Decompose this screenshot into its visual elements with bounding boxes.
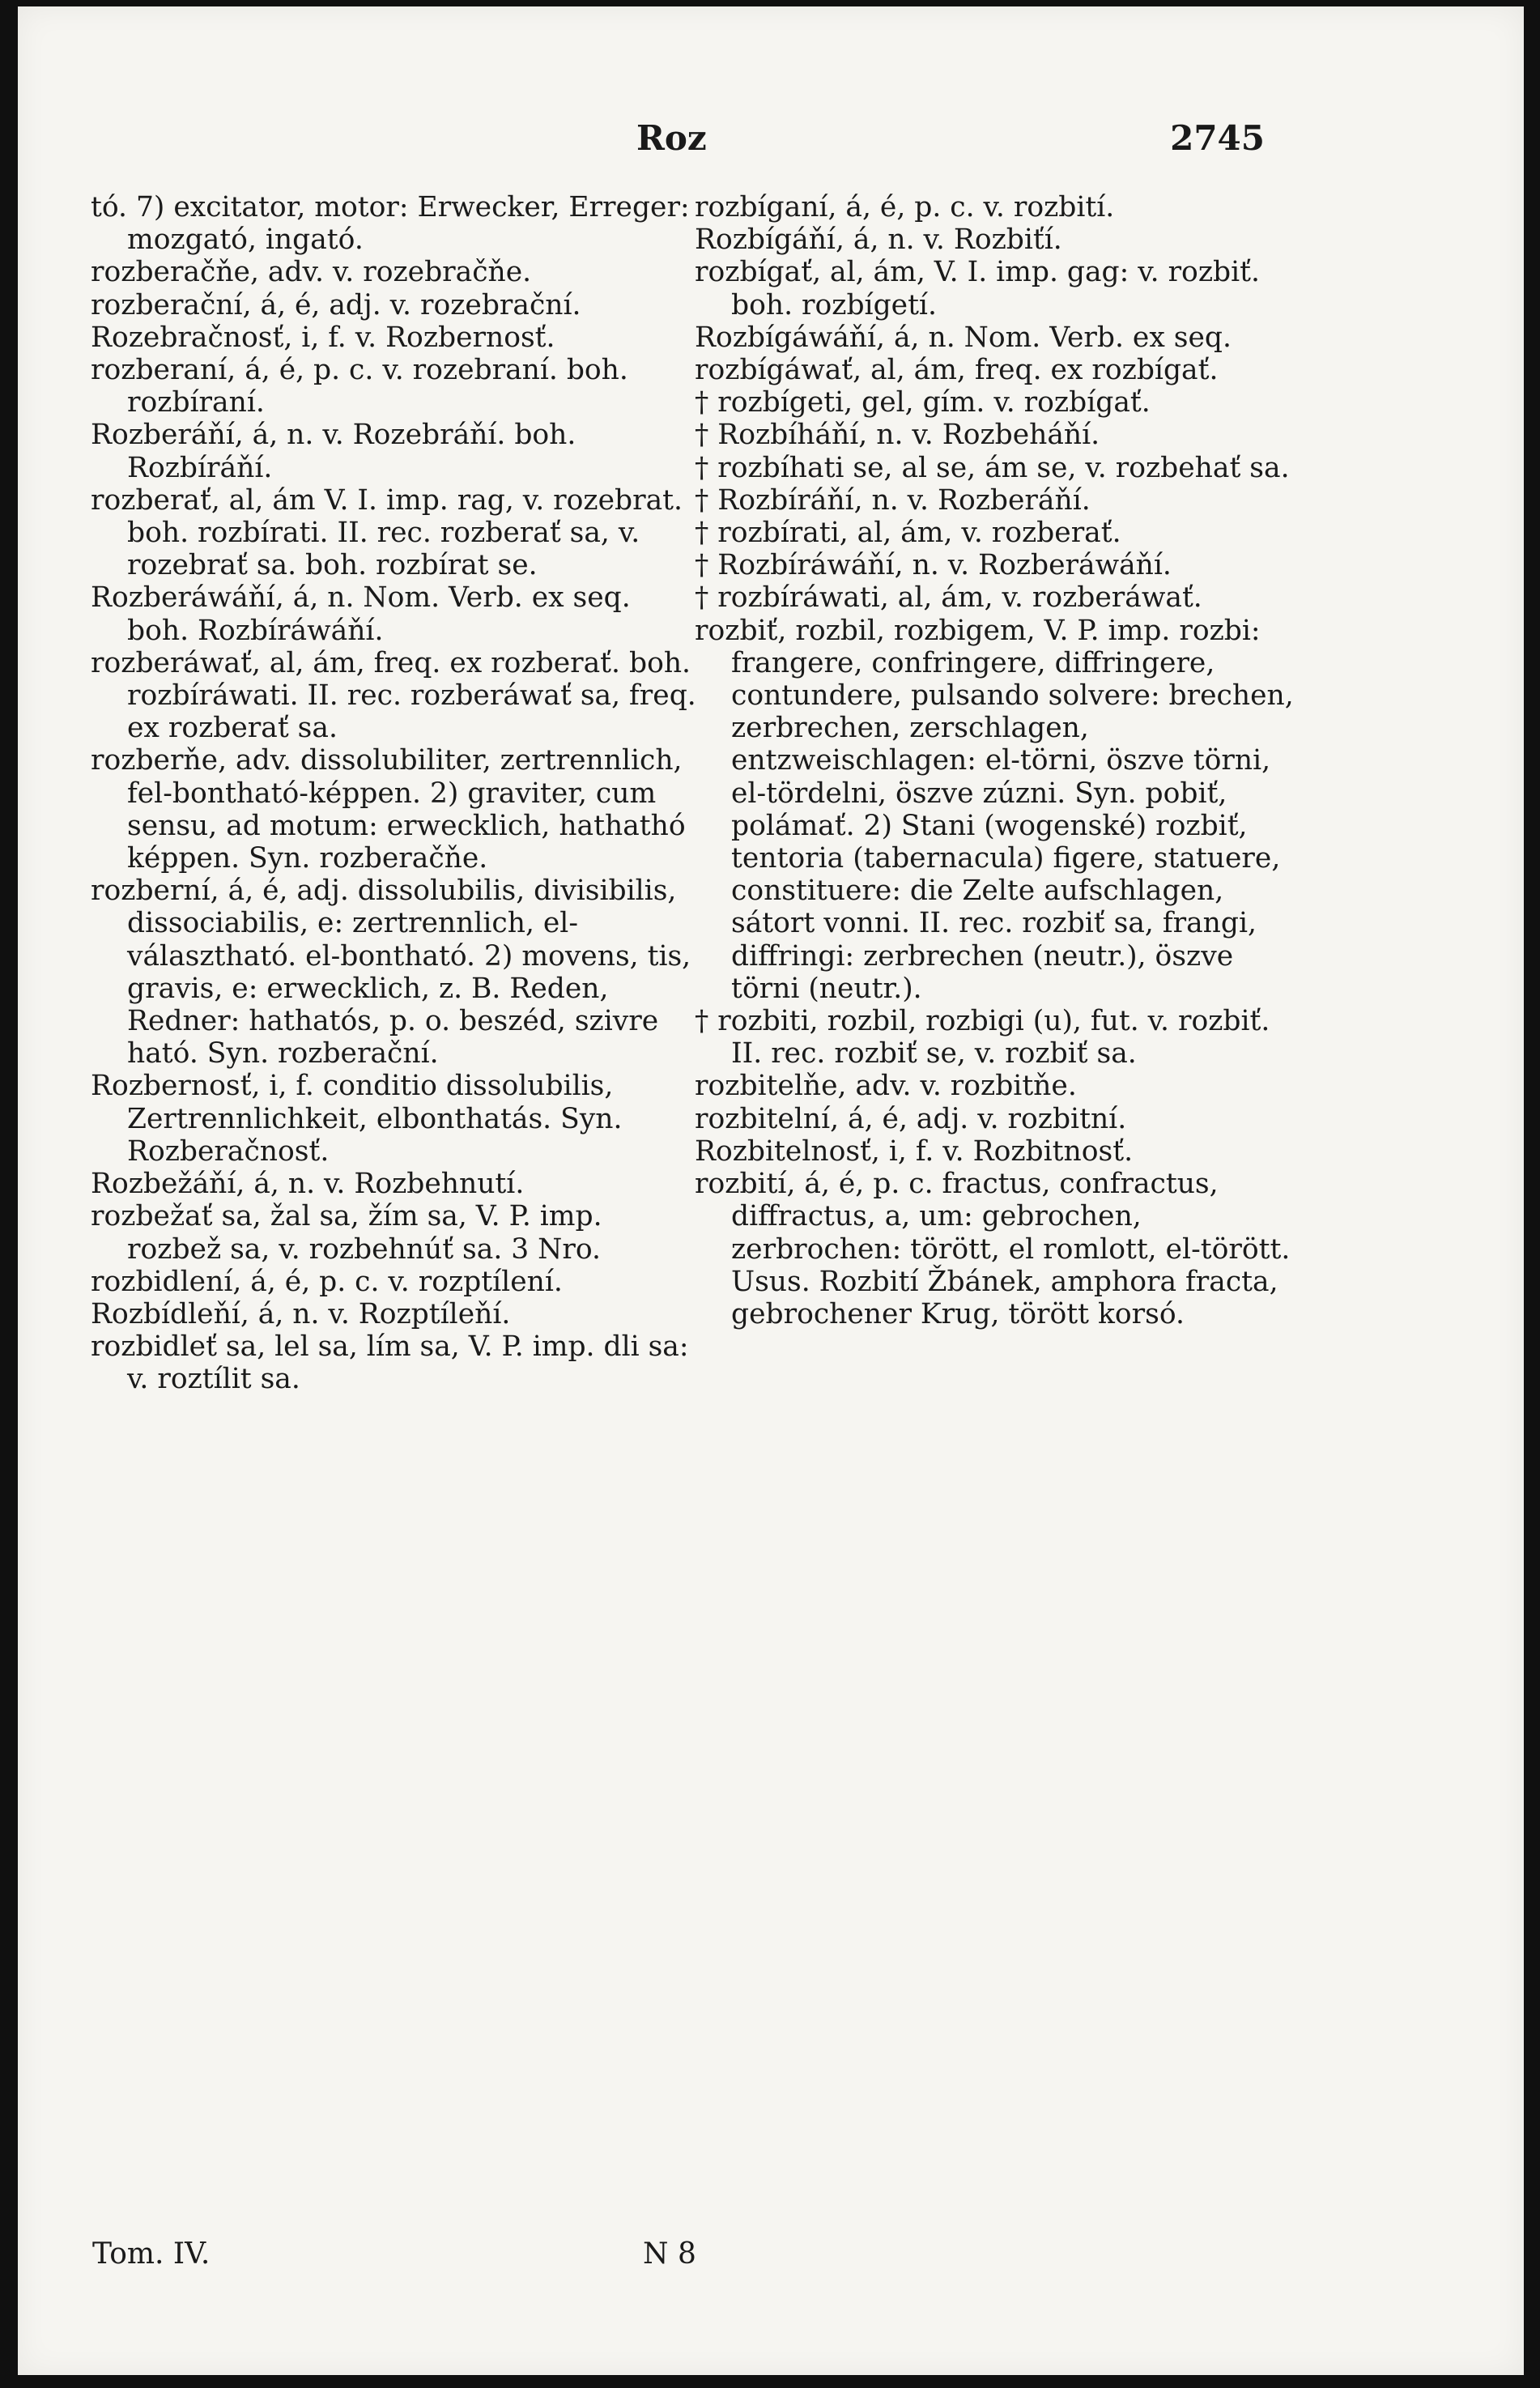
page-number: 2745 bbox=[1170, 118, 1265, 158]
dictionary-entry: rozberáwať, al, ám, freq. ex rozberať. boh. rozbíráwati. II. rec. rozberáwať sa, freq. ex rozberať sa. bbox=[91, 646, 696, 745]
dictionary-entry: Rozberáňí, á, n. v. Rozebráňí. boh. Rozbíráňí. bbox=[91, 419, 576, 484]
page-footer bbox=[92, 2237, 1427, 2278]
dictionary-entry: † Rozbíráňí, n. v. Rozberáňí. bbox=[695, 483, 1091, 517]
dictionary-entry: Rozebračnosť, i, f. v. Rozbernosť. bbox=[91, 321, 555, 354]
dictionary-entry: † rozbíráwati, al, ám, v. rozberáwať. bbox=[695, 581, 1202, 615]
dictionary-entry: rozbežať sa, žal sa, žím sa, V. P. imp. rozbež sa, v. rozbehnúť sa. 3 Nro. bbox=[91, 1200, 602, 1266]
dictionary-entry: Rozbídleňí, á, n. v. Rozptíleňí. bbox=[91, 1297, 511, 1330]
dictionary-entry: Rozbígáwáňí, á, n. Nom. Verb. ex seq. bbox=[695, 321, 1232, 354]
dictionary-entry: Rozbernosť, i, f. conditio dissolubilis, Zertrennlichkeit, elbonthatás. Syn. Rozberačnosť. bbox=[91, 1070, 623, 1168]
dictionary-page bbox=[18, 6, 1524, 2375]
dictionary-entry: rozbígáwať, al, ám, freq. ex rozbígať. bbox=[695, 354, 1219, 387]
dictionary-entry: Rozbígáňí, á, n. v. Rozbiťí. bbox=[695, 223, 1062, 257]
dictionary-entry: rozbíganí, á, é, p. c. v. rozbití. bbox=[695, 191, 1115, 223]
dictionary-entry: rozbitelňe, adv. v. rozbitňe. bbox=[695, 1070, 1077, 1103]
dictionary-entry: rozberační, á, é, adj. v. rozebrační. bbox=[91, 288, 581, 321]
dictionary-entry: Rozbitelnosť, i, f. v. Rozbitnosť. bbox=[695, 1134, 1134, 1168]
dictionary-entry: rozbígať, al, ám, V. I. imp. gag: v. rozbiť. boh. rozbígetí. bbox=[695, 256, 1260, 321]
dictionary-entry: tó. 7) excitator, motor: Erwecker, Erreger: mozgató, ingató. bbox=[91, 191, 690, 257]
dictionary-entry: † Rozbíháňí, n. v. Rozbeháňí. bbox=[695, 419, 1100, 452]
dictionary-entry: † rozbíhati se, al se, ám se, v. rozbehať sa. bbox=[695, 451, 1290, 484]
dictionary-entry: rozberačňe, adv. v. rozebračňe. bbox=[91, 256, 532, 289]
dictionary-entry: Rozberáwáňí, á, n. Nom. Verb. ex seq. boh. Rozbíráwáňí. bbox=[91, 581, 631, 647]
dictionary-entry: rozbidlení, á, é, p. c. v. rozptílení. bbox=[91, 1265, 563, 1298]
dictionary-entry: † rozbírati, al, ám, v. rozberať. bbox=[695, 517, 1121, 550]
dictionary-entry: † rozbígeti, gel, gím. v. rozbígať. bbox=[695, 386, 1151, 419]
dictionary-entry: † rozbiti, rozbil, rozbigi (u), fut. v. rozbiť. II. rec. rozbiť se, v. rozbiť sa. bbox=[695, 1005, 1270, 1071]
dictionary-entry: rozbitelní, á, é, adj. v. rozbitní. bbox=[695, 1102, 1127, 1135]
dictionary-entry: Rozbežáňí, á, n. v. Rozbehnutí. bbox=[91, 1168, 525, 1201]
dictionary-entry: rozbiť, rozbil, rozbigem, V. P. imp. rozbi: frangere, confringere, diffringere, contundere, pulsando solvere: brechen, zerbrechen, zerschlagen, entzweischlagen: el-törni, öszve törni, el-tördelni, öszve zúzni. Syn. pobiť, polámať. 2) Stani (wogenské) rozbiť, tentoria (tabernacula) figere, statuere, constituere: die Zelte aufschlagen, sátort vonni. II. rec. rozbiť sa, frangi, diffringi: zerbrechen (neutr.), öszve törni (neutr.). bbox=[695, 614, 1294, 1005]
dictionary-entry: rozberať, al, ám V. I. imp. rag, v. rozebrat. boh. rozbírati. II. rec. rozberať sa, v. rozebrať sa. boh. rozbírat se. bbox=[91, 483, 683, 582]
left-column bbox=[91, 191, 696, 1396]
dictionary-entry: rozbití, á, é, p. c. fractus, confractus, diffractus, a, um: gebrochen, zerbrochen: törött, el romlott, el-törött. Usus. Rozbití Žbánek, amphora fracta, gebrochener Krug, törött korsó. bbox=[695, 1168, 1291, 1330]
dictionary-entry: rozberňe, adv. dissolubiliter, zertrennlich, fel-bontható-képpen. 2) graviter, cum sensu, ad motum: erwecklich, hathathó képpen. Syn. rozberačňe. bbox=[91, 744, 686, 875]
dictionary-entry: rozbidleť sa, lel sa, lím sa, V. P. imp. dli sa: v. roztílit sa. bbox=[91, 1330, 689, 1396]
dictionary-entry: † Rozbíráwáňí, n. v. Rozberáwáňí. bbox=[695, 549, 1172, 582]
dictionary-entry: rozberaní, á, é, p. c. v. rozebraní. boh. rozbíraní. bbox=[91, 354, 628, 419]
right-column bbox=[695, 191, 1300, 1330]
running-head bbox=[18, 118, 1524, 167]
dictionary-entry: rozberní, á, é, adj. dissolubilis, divisibilis, dissociabilis, e: zertrennlich, el-választható. el-bontható. 2) movens, tis, gravis, e: erwecklich, z. B. Reden, Redner: hathatós, p. o. beszéd, szivre ható. Syn. rozberační. bbox=[91, 875, 691, 1071]
volume-label: Tom. IV. bbox=[92, 2237, 211, 2271]
header-guide-word: Roz bbox=[636, 118, 707, 158]
signature-mark: N 8 bbox=[643, 2237, 696, 2271]
